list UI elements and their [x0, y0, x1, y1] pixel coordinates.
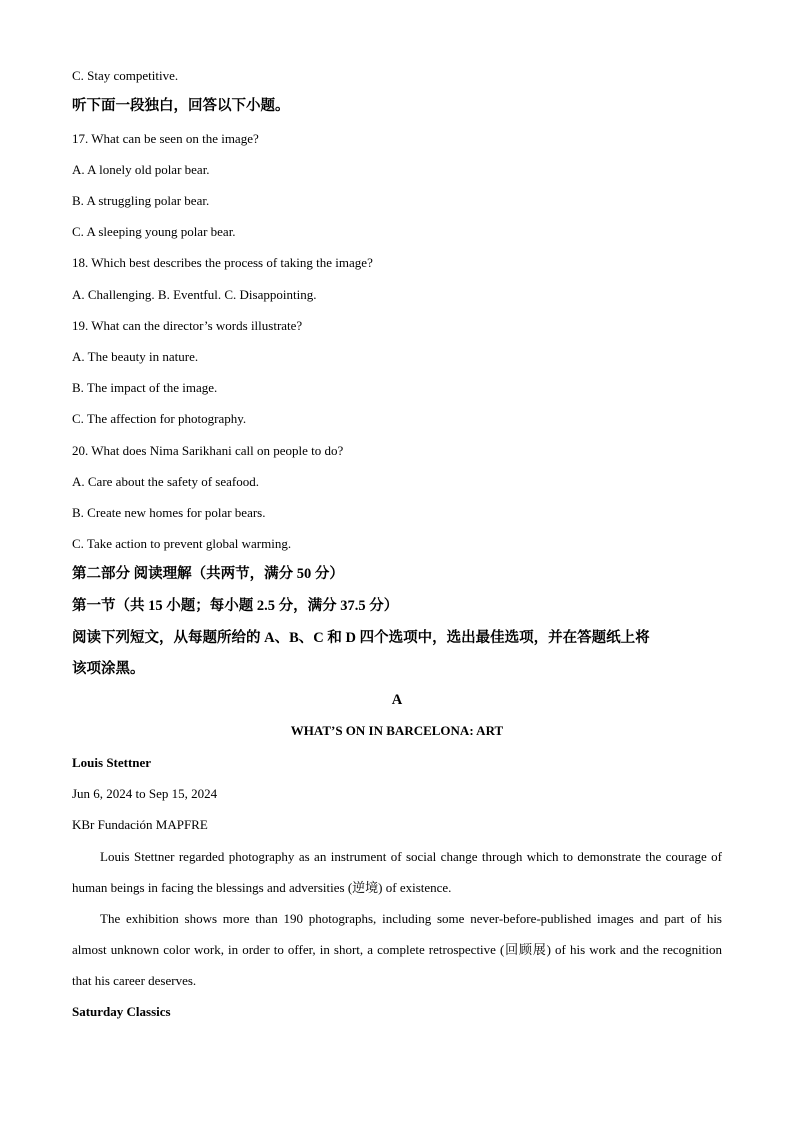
event-louis-stettner-paragraph-1: Louis Stettner regarded photography as an instrument of social change through which to demonstrate the courage of human beings in facing the blessings and adversities (逆境) of existence.: [72, 849, 722, 896]
q20-option-c: C. Take action to prevent global warming.: [72, 536, 292, 551]
q19-option-c: C. The affection for photography.: [72, 411, 247, 426]
q20-option-a: A. Care about the safety of seafood.: [72, 474, 259, 489]
q18-question: 18. Which best describes the process of taking the image?: [72, 255, 373, 270]
q17-option-a: A. A lonely old polar bear.: [72, 162, 210, 177]
q17-question: 17. What can be seen on the image?: [72, 131, 259, 146]
event-saturday-classics-name: Saturday Classics: [72, 1004, 171, 1019]
q18-options: A. Challenging. B. Eventful. C. Disappointing.: [72, 287, 317, 302]
q19-question: 19. What can the director’s words illustrate?: [72, 318, 303, 333]
reading-instruction-line1: 阅读下列短文，从每题所给的 A、B、C 和 D 四个选项中，选出最佳选项，并在答题纸上将: [72, 630, 650, 646]
reading-section-title: 第一节（共 15 小题；每小题 2.5 分，满分 37.5 分）: [72, 598, 399, 614]
q20-option-b: B. Create new homes for polar bears.: [72, 505, 266, 520]
reading-instruction-line2: 该项涂黑。: [72, 661, 145, 677]
event-louis-stettner-paragraph-2: The exhibition shows more than 190 photographs, including some never-before-published images and part of his almost unknown color work, in order to offer, in short, a complete retrospective (回顾展) of his work and the recognition that his career deserves.: [72, 911, 722, 989]
event-louis-stettner-dates: Jun 6, 2024 to Sep 15, 2024: [72, 786, 218, 801]
q20-question: 20. What does Nima Sarikhani call on people to do?: [72, 443, 344, 458]
passage-title: WHAT’S ON IN BARCELONA: ART: [290, 723, 504, 738]
q17-option-b: B. A struggling polar bear.: [72, 193, 210, 208]
event-louis-stettner-name: Louis Stettner: [72, 755, 152, 770]
q16-option-c: C. Stay competitive.: [72, 68, 179, 83]
event-louis-stettner-venue: KBr Fundación MAPFRE: [72, 817, 208, 832]
q17-option-c: C. A sleeping young polar bear.: [72, 224, 236, 239]
passage-letter: A: [391, 692, 403, 708]
listening-instruction: 听下面一段独白，回答以下小题。: [72, 98, 290, 114]
reading-part-title: 第二部分 阅读理解（共两节，满分 50 分）: [72, 566, 344, 582]
q19-option-a: A. The beauty in nature.: [72, 349, 199, 364]
q19-option-b: B. The impact of the image.: [72, 380, 218, 395]
